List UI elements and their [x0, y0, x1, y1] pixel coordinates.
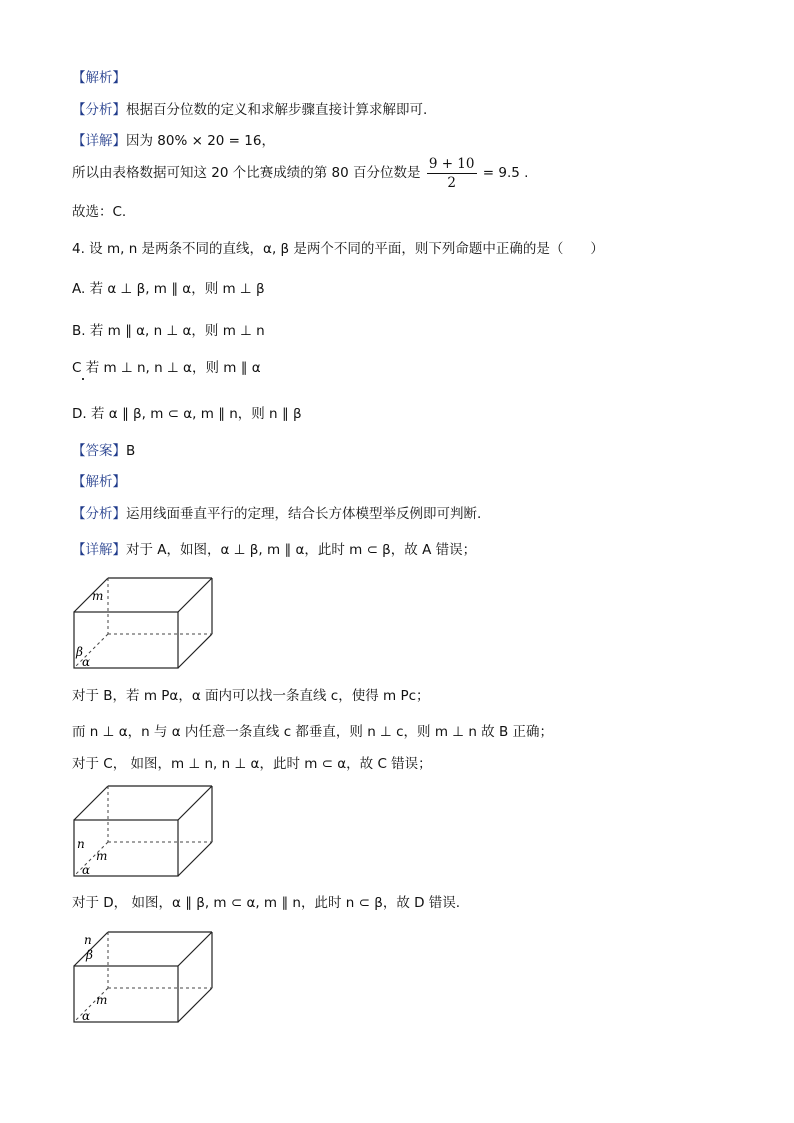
choice-line: 故选：C.	[72, 204, 127, 220]
question-4: 4. 设 m, n 是两条不同的直线，α, β 是两个不同的平面，则下列命题中正确的是（ ）	[72, 241, 604, 257]
detail-line-b2: 而 n ⊥ α，n 与 α 内任意一条直线 c 都垂直，则 n ⊥ c，则 m ⊥ n 故 B 正确；	[72, 724, 554, 740]
option-c: C 若 m ⊥ n, n ⊥ α，则 m ∥ α	[72, 360, 261, 376]
fig3-label-beta: β	[86, 948, 93, 962]
detail-line-c: 对于 C， 如图，m ⊥ n, n ⊥ α，此时 m ⊂ α，故 C 错误；	[72, 756, 432, 772]
fig1-label-m: m	[92, 589, 104, 603]
fig2-label-alpha: α	[82, 863, 91, 877]
section-label-analysis-2: 【解析】	[72, 474, 126, 490]
fig3-label-alpha: α	[82, 1009, 91, 1023]
fig1-label-alpha: α	[82, 655, 91, 669]
fig3-label-m: m	[96, 993, 108, 1007]
detail-line-d: 对于 D， 如图，α ∥ β, m ⊂ α, m ∥ n，此时 n ⊂ β，故 D 错误.	[72, 895, 461, 911]
percentile-line: 所以由表格数据可知这 20 个比赛成绩的第 80 百分位数是 $\frac{9 + 10}{2}$ = 9.5 .	[72, 155, 529, 191]
fig3-label-n: n	[84, 933, 92, 947]
detail-line: 【详解】因为 80% × 20 = 16，	[72, 133, 275, 149]
answer-line: 【答案】B	[72, 443, 136, 459]
analysis-line: 【分析】根据百分位数的定义和求解步骤直接计算求解即可.	[72, 102, 428, 118]
cuboid-figure-d	[70, 928, 220, 1028]
detail-line-a: 【详解】对于 A，如图，α ⊥ β, m ∥ α，此时 m ⊂ β，故 A 错误；	[72, 542, 477, 558]
section-label-analysis: 【解析】	[72, 70, 126, 86]
option-a: A. 若 α ⊥ β, m ∥ α，则 m ⊥ β	[72, 281, 265, 297]
stray-dot	[82, 378, 84, 380]
cuboid-figure-a	[70, 574, 220, 674]
fig1-label-beta: β	[76, 645, 83, 659]
fraction: $\frac{9 + 10}{2}$	[428, 155, 475, 191]
fig2-label-n: n	[77, 837, 85, 851]
analysis-line-2: 【分析】运用线面垂直平行的定理，结合长方体模型举反例即可判断.	[72, 506, 482, 522]
option-d: D. 若 α ∥ β, m ⊂ α, m ∥ n，则 n ∥ β	[72, 406, 302, 422]
cuboid-figure-c	[70, 782, 220, 882]
fig2-label-m: m	[96, 849, 108, 863]
detail-line-b1: 对于 B，若 m Pα，α 面内可以找一条直线 c，使得 m Pc；	[72, 688, 430, 704]
option-b: B. 若 m ∥ α, n ⊥ α，则 m ⊥ n	[72, 323, 265, 339]
